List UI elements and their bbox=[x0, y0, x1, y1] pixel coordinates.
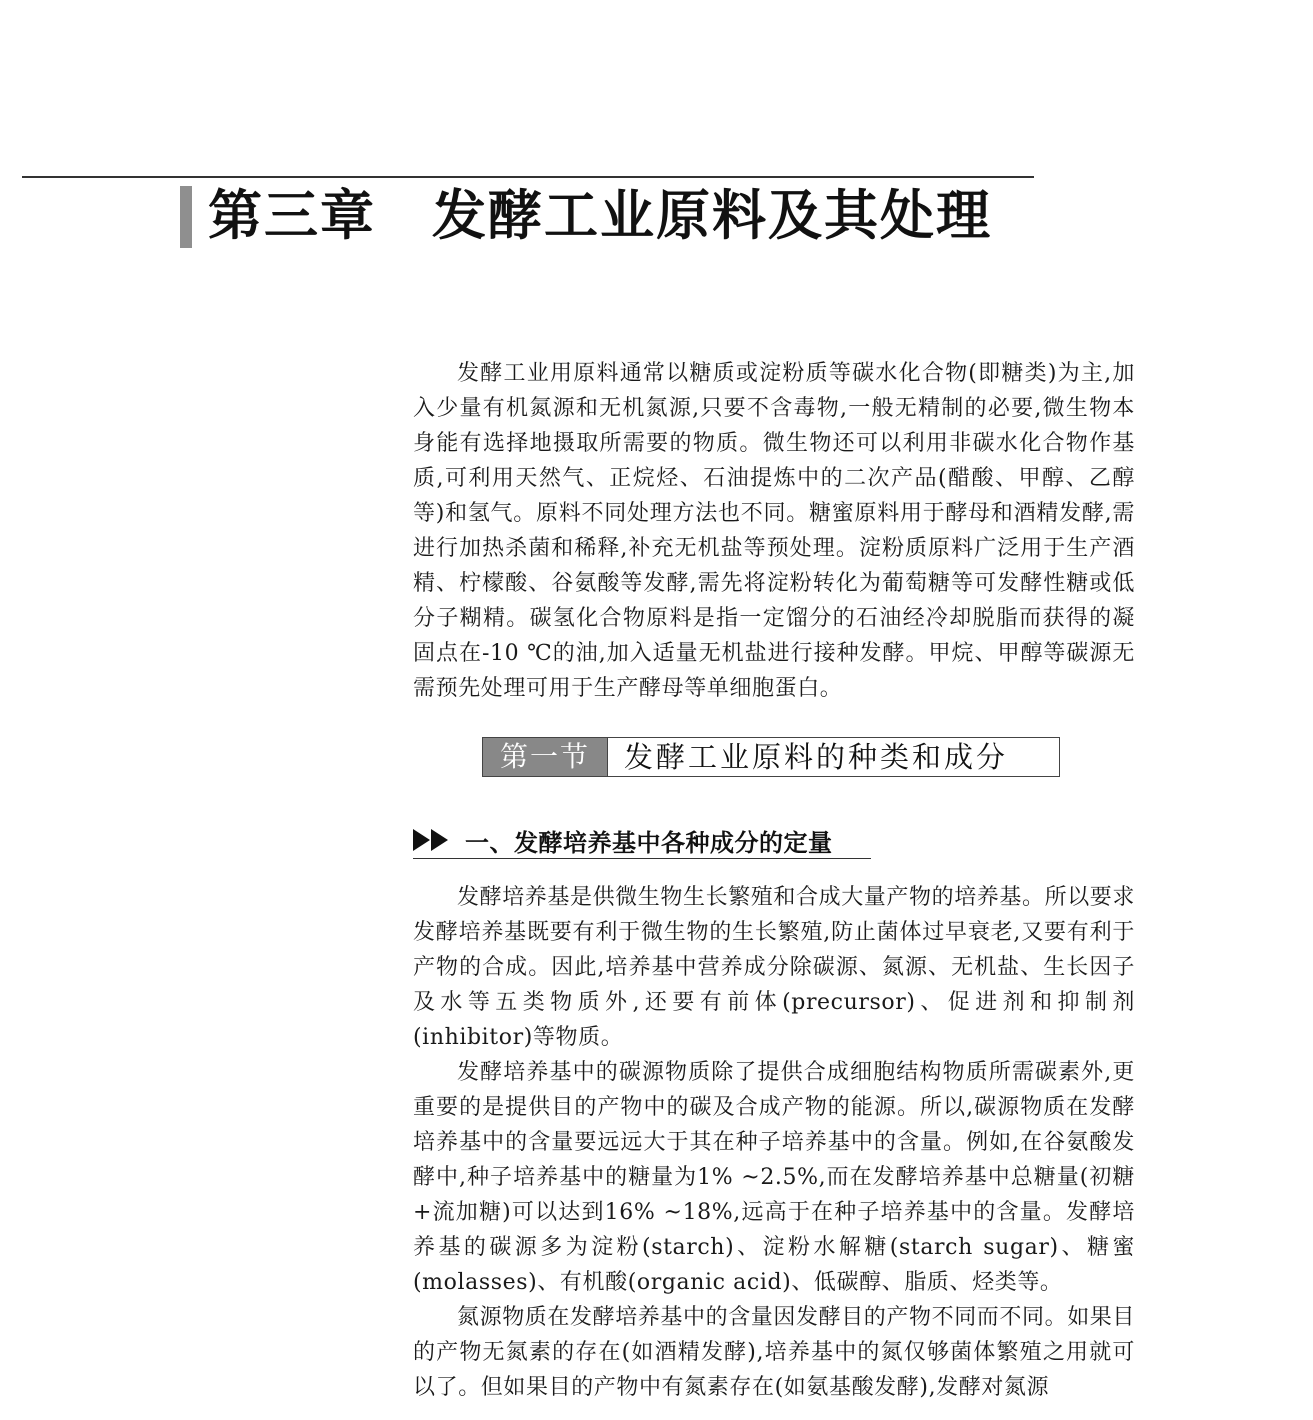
chapter-side-bar bbox=[180, 186, 192, 248]
section-number: 第一节 bbox=[483, 738, 608, 776]
chapter-number: 第三章 bbox=[208, 184, 376, 247]
intro-block bbox=[413, 356, 1135, 706]
subsection-title: 一、发酵培养基中各种成分的定量 bbox=[465, 828, 833, 857]
intro-paragraph: 发酵工业用原料通常以糖质或淀粉质等碳水化合物(即糖类)为主,加入少量有机氮源和无机氮源,只要不含毒物,一般无精制的必要,微生物本身能有选择地摄取所需要的物质。微生物还可以利用非碳水化合物作基质,可利用天然气、正烷烃、石油提炼中的二次产品(醋酸、甲醇、乙醇等)和氢气。原料不同处理方法也不同。糖蜜原料用于酵母和酒精发酵,需进行加热杀菌和稀释,补充无机盐等预处理。淀粉质原料广泛用于生产酒精、柠檬酸、谷氨酸等发酵,需先将淀粉转化为葡萄糖等可发酵性糖或低分子糊精。碳氢化合物原料是指一定馏分的石油经冷却脱脂而获得的凝固点在-10 ℃的油,加入适量无机盐进行接种发酵。甲烷、甲醇等碳源无需预先处理可用于生产酵母等单细胞蛋白。 bbox=[413, 361, 1135, 701]
section-title: 发酵工业原料的种类和成分 bbox=[624, 740, 1009, 774]
double-triangle-arrow-icon bbox=[413, 826, 457, 854]
chapter-heading bbox=[208, 180, 1028, 252]
chapter-title: 发酵工业原料及其处理 bbox=[432, 184, 992, 247]
section-heading bbox=[482, 737, 1060, 777]
body-paragraph: 发酵培养基是供微生物生长繁殖和合成大量产物的培养基。所以要求发酵培养基既要有利于微生物的生长繁殖,防止菌体过早衰老,又要有利于产物的合成。因此,培养基中营养成分除碳源、氮源、无机盐、生长因子及水等五类物质外,还要有前体(precursor)、促进剂和抑制剂(inhibitor)等物质。 bbox=[413, 885, 1136, 1050]
body-block bbox=[413, 880, 1135, 1405]
body-paragraph: 发酵培养基中的碳源物质除了提供合成细胞结构物质所需碳素外,更重要的是提供目的产物中的碳及合成产物的能源。所以,碳源物质在发酵培养基中的含量要远远大于其在种子培养基中的含量。例如,在谷氨酸发酵中,种子培养基中的糖量为1% ~2.5%,而在发酵培养基中总糖量(初糖+流加糖)可以达到16% ~18%,远高于在种子培养基中的含量。发酵培养基的碳源多为淀粉(starch)、淀粉水解糖(starch sugar)、糖蜜(molasses)、有机酸(organic acid)、低碳醇、脂质、烃类等。 bbox=[413, 1060, 1135, 1295]
chapter-top-rule bbox=[22, 176, 1034, 178]
subsection-heading bbox=[413, 822, 871, 859]
body-paragraph: 氮源物质在发酵培养基中的含量因发酵目的产物不同而不同。如果目的产物无氮素的存在(如酒精发酵),培养基中的氮仅够菌体繁殖之用就可以了。但如果目的产物中有氮素存在(如氨基酸发酵),发酵对氮源 bbox=[413, 1305, 1136, 1400]
